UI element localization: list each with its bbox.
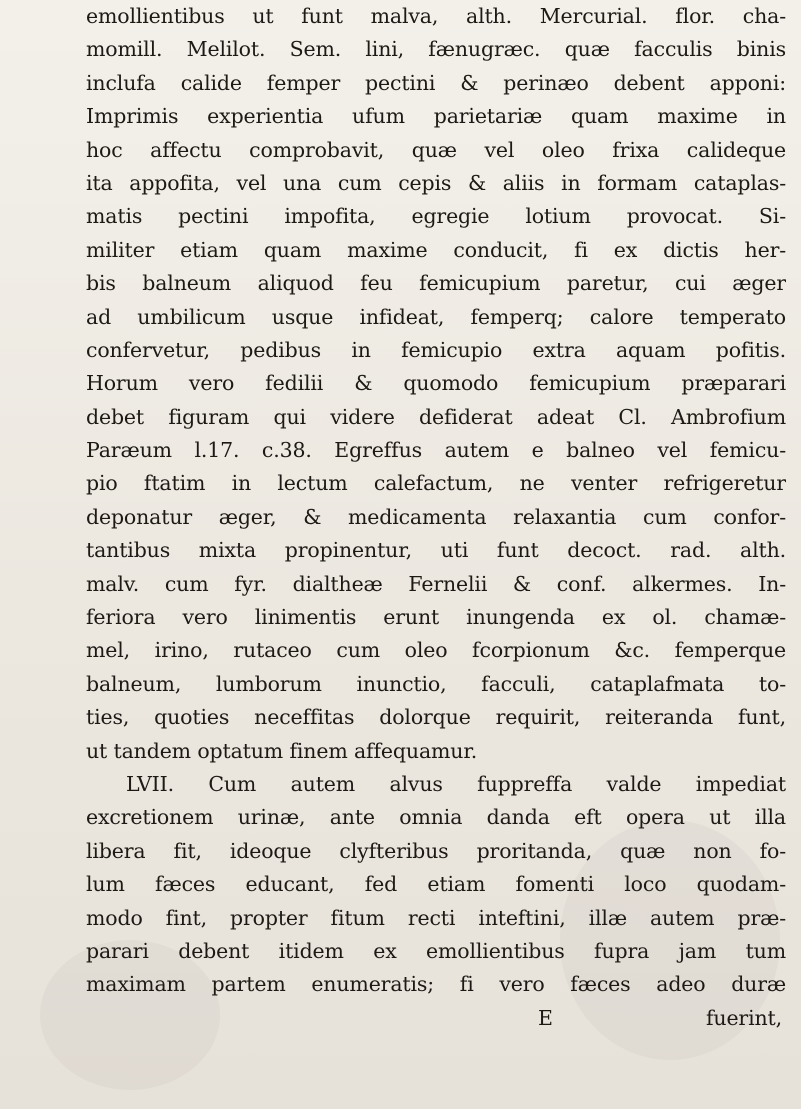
text-line: tantibus mixta propinentur, uti funt decoct. rad. alth.: [86, 538, 786, 563]
text-line: libera fit, ideoque clyfteribus proritanda, quæ non fo-: [86, 838, 786, 863]
text-line: debet figuram qui videre defiderat adeat Cl. Ambrofium: [86, 404, 786, 429]
footer-line: [86, 1002, 786, 1035]
text-line: bis balneum aliquod feu femicupium paretur, cui æger: [86, 271, 786, 296]
latin-text-body: [86, 0, 786, 1035]
text-line: ad umbilicum usque infideat, femperq; calore temperato: [86, 304, 786, 329]
text-line: hoc affectu comprobavit, quæ vel oleo frixa calideque: [86, 137, 786, 162]
text-line: excretionem urinæ, ante omnia danda eft opera ut illa: [86, 805, 786, 830]
text-line: ita appofita, vel una cum cepis & aliis in formam cataplas-: [86, 170, 786, 195]
text-line: LVII. Cum autem alvus fuppreffa valde impediat: [126, 771, 786, 796]
text-line: lum fæces educant, fed etiam fomenti loco quodam-: [86, 872, 786, 897]
text-line: Paræum l.17. c.38. Egreffus autem e balneo vel femicu-: [86, 438, 786, 463]
text-line: ut tandem optatum finem affequamur.: [86, 738, 478, 763]
text-line: ties, quoties neceffitas dolorque requirit, reiteranda funt,: [86, 705, 786, 730]
text-line: pio ftatim in lectum calefactum, ne venter refrigeretur: [86, 471, 786, 496]
text-line: parari debent itidem ex emollientibus fupra jam tum: [86, 938, 786, 963]
text-line: Horum vero fedilii & quomodo femicupium præparari: [86, 371, 786, 396]
text-line: deponatur æger, & medicamenta relaxantia cum confor-: [86, 504, 786, 529]
text-line: confervetur, pedibus in femicupio extra aquam pofitis.: [86, 337, 786, 362]
text-line: emollientibus ut funt malva, alth. Mercurial. flor. cha-: [86, 4, 786, 28]
text-line: matis pectini impofita, egregie lotium provocat. Si-: [86, 204, 786, 229]
text-line: malv. cum fyr. dialtheæ Fernelii & conf. alkermes. In-: [86, 571, 786, 596]
text-line: balneum, lumborum inunctio, facculi, cataplafmata to-: [86, 671, 786, 696]
text-line: momill. Melilot. Sem. lini, fænugræc. quæ facculis binis: [86, 37, 786, 62]
text-line: modo fint, propter fitum recti inteftini, illæ autem præ-: [86, 905, 786, 930]
signature-mark: E: [538, 1005, 553, 1030]
text-line: militer etiam quam maxime conducit, fi ex dictis her-: [86, 237, 786, 262]
text-line: maximam partem enumeratis; fi vero fæces adeo duræ: [86, 972, 786, 997]
catchword: fuerint,: [705, 1005, 782, 1030]
text-line: mel, irino, rutaceo cum oleo fcorpionum &c. femperque: [86, 638, 786, 663]
text-line: Imprimis experientia ufum parietariæ quam maxime in: [86, 104, 786, 129]
text-line: inclufa calide femper pectini & perinæo debent apponi:: [86, 70, 786, 95]
text-line: feriora vero linimentis erunt inungenda ex ol. chamæ-: [86, 605, 786, 630]
